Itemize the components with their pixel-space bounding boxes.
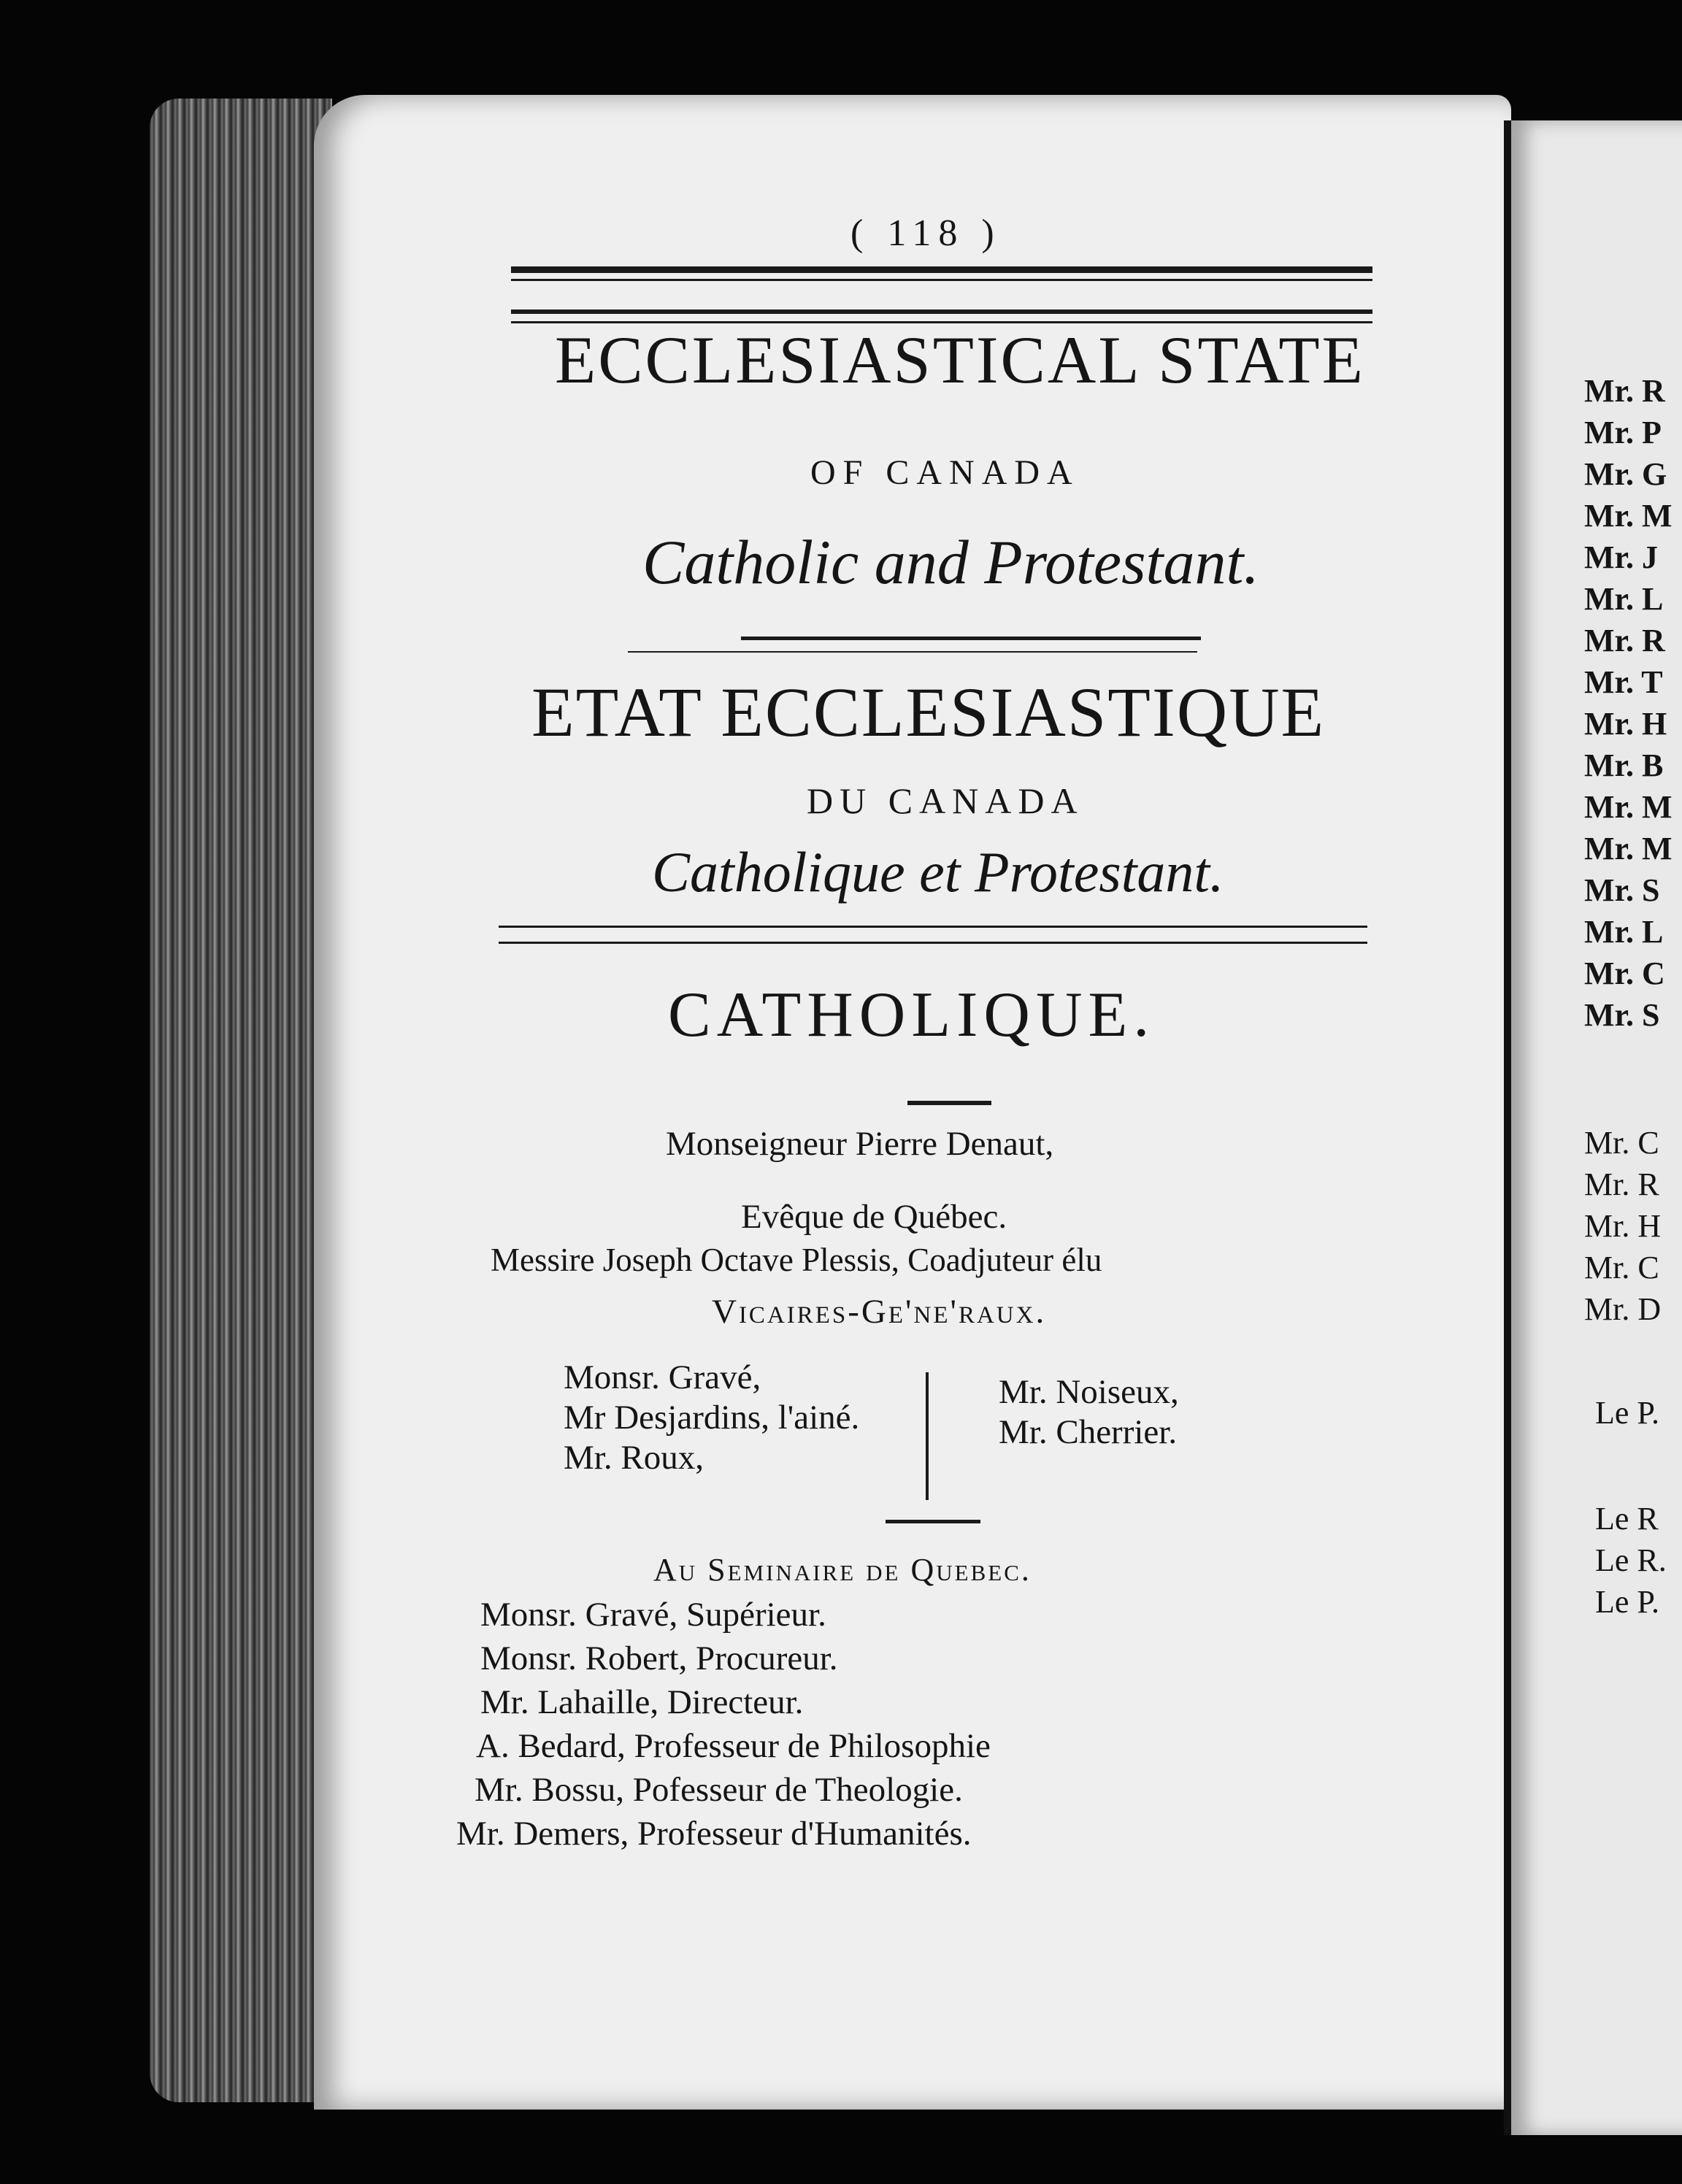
vicar-left: Mr. Roux, bbox=[564, 1439, 704, 1477]
french-title: ETAT ECCLESIASTIQUE bbox=[531, 673, 1326, 751]
coadjutor-line: Messire Joseph Octave Plessis, Coadjuteur élu bbox=[491, 1242, 1102, 1278]
right-fragment: Mr. C bbox=[1584, 1250, 1659, 1285]
right-fragment: Mr. G bbox=[1584, 456, 1667, 492]
right-fragment: Le R bbox=[1595, 1501, 1659, 1537]
right-fragment: Mr. H bbox=[1584, 1208, 1662, 1244]
middle-rule bbox=[741, 637, 1201, 640]
seminary-member: Mr. Demers, Professeur d'Humanités. bbox=[456, 1815, 972, 1853]
right-fragment: Mr. C bbox=[1584, 1125, 1659, 1161]
section-rule-top bbox=[499, 926, 1367, 928]
french-subtitle: DU CANADA bbox=[807, 780, 1084, 821]
right-fragment: Mr. M bbox=[1584, 498, 1673, 534]
right-fragment: Mr. H bbox=[1584, 706, 1667, 742]
right-fragment: Le R. bbox=[1595, 1542, 1667, 1578]
right-fragment: Mr. L bbox=[1584, 581, 1664, 617]
top-rule-thick bbox=[511, 266, 1372, 273]
right-fragment: Mr. S bbox=[1584, 872, 1660, 908]
english-italic-heading: Catholic and Protestant. bbox=[642, 527, 1259, 597]
middle-rule-thin bbox=[628, 651, 1197, 653]
vicars-heading: Vicaires-Ge'ne'raux. bbox=[712, 1293, 1047, 1331]
right-fragment: Le P. bbox=[1595, 1584, 1659, 1620]
right-fragment: Mr. R bbox=[1584, 373, 1665, 409]
vicar-left: Monsr. Gravé, bbox=[564, 1358, 761, 1396]
seminary-member: Mr. Lahaille, Directeur. bbox=[480, 1683, 804, 1721]
right-fragment: Mr. B bbox=[1584, 747, 1664, 783]
book-page-edges bbox=[150, 99, 332, 2102]
english-subtitle: OF CANADA bbox=[810, 453, 1080, 492]
vicar-right: Mr. Noiseux, bbox=[999, 1373, 1179, 1411]
right-fragment: Mr. P bbox=[1584, 415, 1662, 450]
right-fragment: Mr. S bbox=[1584, 997, 1660, 1033]
right-fragment: Mr. L bbox=[1584, 914, 1664, 950]
short-rule-2 bbox=[886, 1520, 980, 1523]
seminary-member: Monsr. Gravé, Supérieur. bbox=[480, 1596, 826, 1634]
section-rule-bottom bbox=[499, 942, 1367, 944]
right-fragment: Mr. M bbox=[1584, 789, 1673, 825]
vicar-right: Mr. Cherrier. bbox=[999, 1413, 1178, 1451]
top-rule-thin bbox=[511, 279, 1372, 281]
right-fragment: Mr. D bbox=[1584, 1291, 1662, 1327]
bishop-title: Evêque de Québec. bbox=[741, 1198, 1007, 1236]
right-fragment: Mr. T bbox=[1584, 664, 1663, 700]
bishop-line: Monseigneur Pierre Denaut, bbox=[666, 1125, 1054, 1163]
seminary-member: Mr. Bossu, Pofesseur de Theologie. bbox=[475, 1771, 963, 1809]
right-fragment: Mr. R bbox=[1584, 623, 1665, 658]
section-title: CATHOLIQUE. bbox=[668, 980, 1156, 1050]
right-fragment: Le P. bbox=[1595, 1395, 1659, 1431]
seminary-member: A. Bedard, Professeur de Philosophie bbox=[476, 1727, 991, 1765]
right-fragment: Mr. J bbox=[1584, 539, 1659, 575]
short-rule-1 bbox=[907, 1101, 991, 1105]
top-rule-second bbox=[511, 309, 1372, 314]
seminary-heading: Au Seminaire de Quebec. bbox=[653, 1552, 1032, 1588]
right-fragment: Mr. R bbox=[1584, 1166, 1659, 1202]
right-fragment: Mr. C bbox=[1584, 956, 1665, 991]
right-fragment: Mr. M bbox=[1584, 831, 1673, 866]
page-number: ( 118 ) bbox=[850, 212, 1002, 254]
vicars-divider bbox=[926, 1372, 929, 1500]
seminary-member: Monsr. Robert, Procureur. bbox=[480, 1639, 838, 1677]
vicar-left: Mr Desjardins, l'ainé. bbox=[564, 1399, 860, 1437]
french-italic-heading: Catholique et Protestant. bbox=[652, 840, 1224, 904]
english-title: ECCLESIASTICAL STATE bbox=[555, 323, 1365, 397]
